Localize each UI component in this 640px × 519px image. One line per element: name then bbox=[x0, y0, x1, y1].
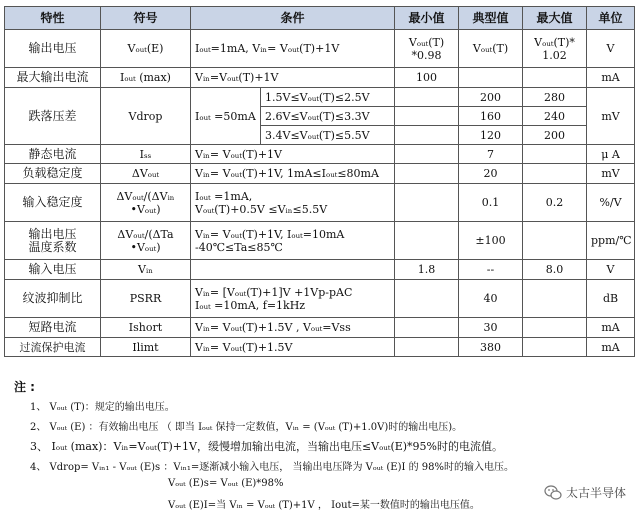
note-1: 1、 Vₒᵤₜ (T)：规定的输出电压。 bbox=[30, 402, 175, 413]
row-short-circuit-current bbox=[5, 318, 635, 338]
condition-line-1: Iₒᵤₜ =1mA, bbox=[195, 189, 253, 203]
cell-max: 200 bbox=[523, 126, 587, 145]
cell-symbol: Vdrop bbox=[101, 88, 191, 145]
notes-title: 注 : bbox=[14, 380, 35, 394]
cell-typ: 30 bbox=[459, 318, 523, 338]
cell-name bbox=[5, 222, 101, 260]
cell-max bbox=[523, 68, 587, 88]
cell-max bbox=[523, 280, 587, 318]
cell-name: 纹波抑制比 bbox=[5, 280, 101, 318]
note-6: Vₒᵤₜ (E)I=当 Vᵢₙ = Vₒᵤₜ (T)+1V ， Iout=某一数值时的输出电压值。 bbox=[168, 500, 480, 511]
cell-condition bbox=[191, 260, 395, 280]
cell-name: 输出电压 bbox=[5, 30, 101, 68]
cell-symbol: Iₒᵤₜ (max) bbox=[101, 68, 191, 88]
watermark-text: 太古半导体 bbox=[565, 486, 626, 500]
cell-max bbox=[523, 222, 587, 260]
row-dropout bbox=[5, 88, 635, 107]
cell-unit: mA bbox=[587, 338, 635, 357]
cell-name: 输入电压 bbox=[5, 260, 101, 280]
cell-unit: dB bbox=[587, 280, 635, 318]
cell-max bbox=[523, 145, 587, 164]
name-line-2: 温度系数 bbox=[28, 239, 77, 254]
watermark bbox=[544, 484, 626, 501]
wechat-icon bbox=[544, 485, 562, 501]
condition-line-2: -40℃≤Ta≤85℃ bbox=[195, 240, 283, 254]
cell-min bbox=[395, 280, 459, 318]
header-row bbox=[5, 7, 635, 30]
cell-max: 240 bbox=[523, 107, 587, 126]
cell-condition: Vᵢₙ= Vₒᵤₜ(T)+1V bbox=[191, 145, 395, 164]
row-quiescent-current bbox=[5, 145, 635, 164]
cell-min bbox=[395, 88, 459, 107]
cell-max bbox=[523, 338, 587, 357]
cell-condition: Iₒᵤₜ =50mA bbox=[191, 88, 261, 145]
condition-line-1: Vᵢₙ= [Vₒᵤₜ(T)+1]V +1Vp-pAC bbox=[195, 285, 353, 299]
cell-unit: V bbox=[587, 30, 635, 68]
cell-name: 短路电流 bbox=[5, 318, 101, 338]
row-psrr bbox=[5, 280, 635, 318]
cell-name: 静态电流 bbox=[5, 145, 101, 164]
row-temperature-coefficient bbox=[5, 222, 635, 260]
cell-symbol bbox=[101, 184, 191, 222]
cell-max: 0.2 bbox=[523, 184, 587, 222]
cell-name: 输入稳定度 bbox=[5, 184, 101, 222]
cell-typ: Vₒᵤₜ(T) bbox=[459, 30, 523, 68]
note-5: Vₒᵤₜ (E)s= Vₒᵤₜ (E)*98% bbox=[168, 478, 284, 489]
cell-condition: Vᵢₙ= Vₒᵤₜ(T)+1V, 1mA≤Iₒᵤₜ≤80mA bbox=[191, 164, 395, 184]
cell-min bbox=[395, 222, 459, 260]
symbol-line-2: •Vₒᵤₜ) bbox=[130, 240, 161, 254]
header-symbol: 符号 bbox=[101, 7, 191, 30]
cell-typ: 7 bbox=[459, 145, 523, 164]
note-2: 2、 Vₒᵤₜ (E) ：有效输出电压 （ 即当 Iₒᵤₜ 保持一定数值，Vᵢₙ = (Vₒᵤₜ (T)+1.0V)时的输出电压)。 bbox=[30, 422, 463, 433]
cell-unit: ppm/℃ bbox=[587, 222, 635, 260]
cell-typ: 120 bbox=[459, 126, 523, 145]
condition-line-1: Vᵢₙ= Vₒᵤₜ(T)+1V, Iₒᵤₜ=10mA bbox=[195, 227, 345, 241]
cell-subcondition: 1.5V≤Vₒᵤₜ(T)≤2.5V bbox=[261, 88, 395, 107]
condition-line-2: Vₒᵤₜ(T)+0.5V ≤Vᵢₙ≤5.5V bbox=[195, 202, 328, 216]
cell-max bbox=[523, 164, 587, 184]
cell-max bbox=[523, 318, 587, 338]
cell-unit: %/V bbox=[587, 184, 635, 222]
cell-name: 最大输出电流 bbox=[5, 68, 101, 88]
cell-typ: 200 bbox=[459, 88, 523, 107]
cell-symbol: Iₛₛ bbox=[101, 145, 191, 164]
cell-typ bbox=[459, 68, 523, 88]
cell-condition: Vᵢₙ=Vₒᵤₜ(T)+1V bbox=[191, 68, 395, 88]
cell-max: 280 bbox=[523, 88, 587, 107]
cell-condition bbox=[191, 222, 395, 260]
cell-unit: μ A bbox=[587, 145, 635, 164]
row-load-regulation bbox=[5, 164, 635, 184]
cell-typ: ±100 bbox=[459, 222, 523, 260]
cell-condition: Vᵢₙ= Vₒᵤₜ(T)+1.5V bbox=[191, 338, 395, 357]
row-input-voltage bbox=[5, 260, 635, 280]
note-3: 3、 Iₒᵤₜ (max)：Vᵢₙ=Vₒᵤₜ(T)+1V，缓慢增加输出电流，当输出电压≤Vₒᵤₜ(E)*95%时的电流值。 bbox=[30, 440, 504, 453]
cell-symbol: Vᵢₙ bbox=[101, 260, 191, 280]
cell-min bbox=[395, 184, 459, 222]
cell-unit: V bbox=[587, 260, 635, 280]
cell-subcondition: 3.4V≤Vₒᵤₜ(T)≤5.5V bbox=[261, 126, 395, 145]
symbol-line-1: ΔVₒᵤₜ/(ΔTa bbox=[117, 227, 174, 241]
cell-symbol bbox=[101, 222, 191, 260]
cell-min bbox=[395, 145, 459, 164]
cell-subcondition: 2.6V≤Vₒᵤₜ(T)≤3.3V bbox=[261, 107, 395, 126]
cell-name: 跌落压差 bbox=[5, 88, 101, 145]
cell-min: 100 bbox=[395, 68, 459, 88]
cell-condition bbox=[191, 184, 395, 222]
row-max-output-current bbox=[5, 68, 635, 88]
symbol-line-2: •Vₒᵤₜ) bbox=[130, 202, 161, 216]
row-current-limit bbox=[5, 338, 635, 357]
cell-symbol: Vₒᵤₜ(E) bbox=[101, 30, 191, 68]
cell-max: 8.0 bbox=[523, 260, 587, 280]
cell-symbol: Ilimt bbox=[101, 338, 191, 357]
cell-symbol: PSRR bbox=[101, 280, 191, 318]
header-condition: 条件 bbox=[191, 7, 395, 30]
cell-condition bbox=[191, 280, 395, 318]
cell-min bbox=[395, 126, 459, 145]
note-4: 4、 Vdrop= Vᵢₙ₁ - Vₒᵤₜ (E)s ：Vᵢₙ₁=逐渐减小输入电压， 当输出电压降为 Vₒᵤₜ (E)I 的 98%时的输入电压。 bbox=[30, 462, 514, 473]
cell-name: 过流保护电流 bbox=[5, 338, 101, 357]
cell-condition: Vᵢₙ= Vₒᵤₜ(T)+1.5V , Vₒᵤₜ=Vss bbox=[191, 318, 395, 338]
cell-min: Vₒᵤₜ(T) *0.98 bbox=[395, 30, 459, 68]
cell-min bbox=[395, 164, 459, 184]
header-unit: 单位 bbox=[587, 7, 635, 30]
cell-typ: 40 bbox=[459, 280, 523, 318]
condition-line-2: Iₒᵤₜ =10mA, f=1kHz bbox=[195, 298, 306, 312]
cell-unit: mV bbox=[587, 88, 635, 145]
symbol-line-1: ΔVₒᵤₜ/(ΔVᵢₙ bbox=[116, 189, 175, 203]
cell-typ: 0.1 bbox=[459, 184, 523, 222]
cell-unit: mA bbox=[587, 318, 635, 338]
row-line-regulation bbox=[5, 184, 635, 222]
cell-symbol: Ishort bbox=[101, 318, 191, 338]
cell-typ: -- bbox=[459, 260, 523, 280]
cell-unit: mV bbox=[587, 164, 635, 184]
cell-min: 1.8 bbox=[395, 260, 459, 280]
header-max: 最大值 bbox=[523, 7, 587, 30]
cell-name: 负载稳定度 bbox=[5, 164, 101, 184]
cell-min bbox=[395, 318, 459, 338]
header-min: 最小值 bbox=[395, 7, 459, 30]
row-output-voltage bbox=[5, 30, 635, 68]
cell-typ: 160 bbox=[459, 107, 523, 126]
cell-symbol: ΔVₒᵤₜ bbox=[101, 164, 191, 184]
cell-min bbox=[395, 107, 459, 126]
cell-typ: 380 bbox=[459, 338, 523, 357]
cell-max: Vₒᵤₜ(T)* 1.02 bbox=[523, 30, 587, 68]
cell-typ: 20 bbox=[459, 164, 523, 184]
spec-table bbox=[4, 6, 635, 357]
cell-min bbox=[395, 338, 459, 357]
cell-unit: mA bbox=[587, 68, 635, 88]
header-characteristic: 特性 bbox=[5, 7, 101, 30]
header-typ: 典型值 bbox=[459, 7, 523, 30]
name-line-1: 输出电压 bbox=[28, 226, 77, 241]
cell-condition: Iₒᵤₜ=1mA, Vᵢₙ= Vₒᵤₜ(T)+1V bbox=[191, 30, 395, 68]
